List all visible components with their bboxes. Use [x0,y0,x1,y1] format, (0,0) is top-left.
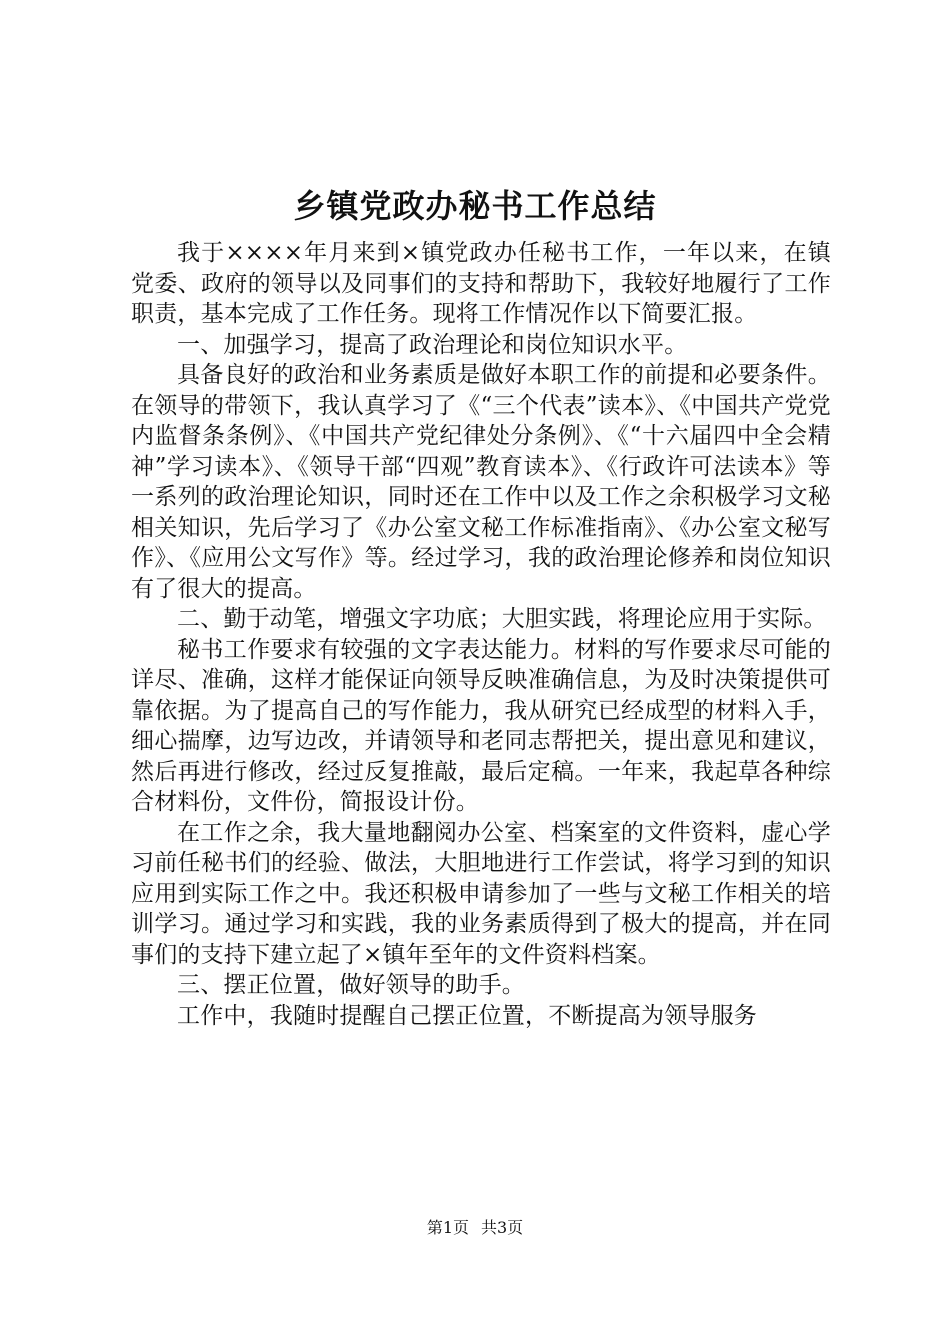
paragraph-practice: 在工作之余，我大量地翻阅办公室、档案室的文件资料，虚心学习前任秘书们的经验、做法，大胆地进行工作尝试，将学习到的知识应用到实际工作之中。我还积极申请参加了一些与文秘工作相关的培训学习。通过学习和实践，我的业务素质得到了极大的提高，并在同事们的支持下建立起了×镇年至年的文件资料档案。 [131,819,831,968]
paragraph-intro: 我于××××年月来到×镇党政办任秘书工作，一年以来，在镇党委、政府的领导以及同事们的支持和帮助下，我较好地履行了工作职责，基本完成了工作任务。现将工作情况作以下简要汇报。 [131,240,831,327]
document-title: 乡镇党政办秘书工作总结 [293,187,657,225]
page-footer [0,1216,950,1240]
paragraph-writing: 秘书工作要求有较强的文字表达能力。材料的写作要求尽可能的详尽、准确，这样才能保证向领导反映准确信息，为及时决策提供可靠依据。为了提高自己的写作能力，我从研究已经成型的材料入手，细心揣摩，边写边改，并请领导和老同志帮把关，提出意见和建议，然后再进行修改，经过反复推敲，最后定稿。一年来，我起草各种综合材料份，文件份，简报设计份。 [131,636,831,815]
document-body [131,238,831,1031]
page-number: 第1页 [426,1218,469,1237]
section-heading-3: 三、摆正位置，做好领导的助手。 [177,972,525,998]
paragraph-study: 具备良好的政治和业务素质是做好本职工作的前提和必要条件。在领导的带领下，我认真学习了《“三个代表”读本》、《中国共产党党内监督条条例》、《中国共产党纪律处分条例》、《“十六届四中全会精神”学习读本》、《领导干部“四观”教育读本》、《行政许可法读本》等一系列的政治理论知识，同时还在工作中以及工作之余积极学习文秘相关知识，先后学习了《办公室文秘工作标准指南》、《办公室文秘写作》、《应用公文写作》等。经过学习，我的政治理论修养和岗位知识有了很大的提高。 [131,362,831,602]
page-total: 共3页 [481,1218,524,1237]
paragraph-position: 工作中，我随时提醒自己摆正位置，不断提高为领导服务 [177,1002,757,1029]
section-heading-2: 二、勤于动笔，增强文字功底；大胆实践，将理论应用于实际。 [177,606,827,632]
section-heading-1: 一、加强学习，提高了政治理论和岗位知识水平。 [177,331,688,358]
